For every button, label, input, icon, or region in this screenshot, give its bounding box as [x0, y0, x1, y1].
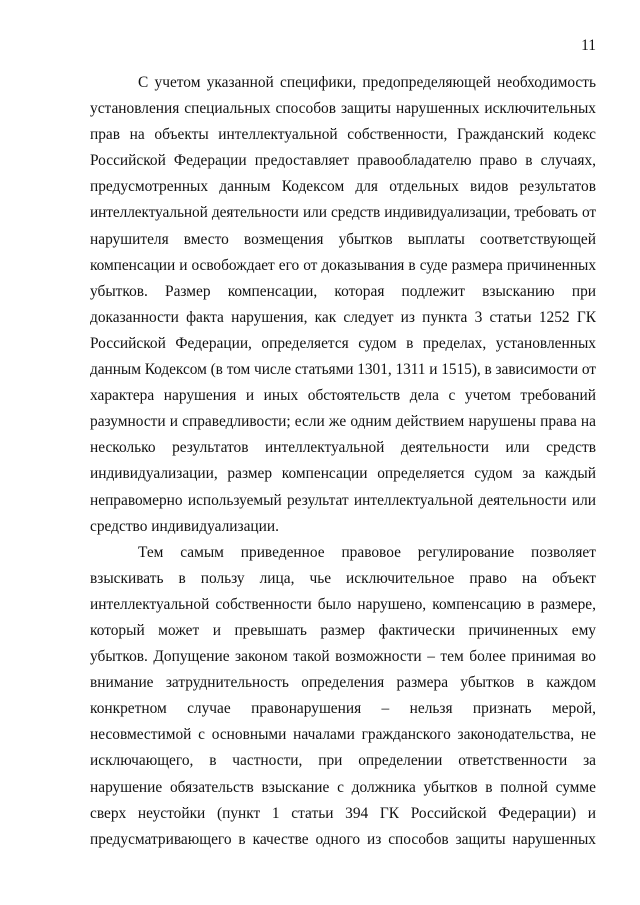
text-line: нарушение обязательств взыскание с должника убытков в полной сумме — [90, 778, 596, 796]
text-line: неправомерно используемый результат интеллектуальной деятельности или — [90, 491, 596, 509]
page-number: 11 — [581, 37, 596, 54]
text-line: прав на объекты интеллектуальной собственности, Гражданский кодекс — [90, 126, 596, 144]
text-line: конкретном случае правонарушения – нельзя признать мерой, — [90, 700, 596, 718]
text-line: предусматривающего в качестве одного из способов защиты нарушенных — [90, 830, 596, 848]
text-line: убытков. Размер компенсации, которая подлежит взысканию при — [90, 282, 596, 300]
paragraph-2 — [90, 540, 596, 853]
document-body — [90, 70, 596, 853]
text-line: интеллектуальной деятельности или средств индивидуализации, требовать от — [90, 204, 596, 222]
text-line: убытков. Допущение законом такой возможности – тем более принимая во — [90, 648, 596, 666]
text-line: установления специальных способов защиты нарушенных исключительных — [90, 100, 596, 118]
text-line: разумности и справедливости; если же одним действием нарушены права на — [90, 413, 596, 431]
text-line: несколько результатов интеллектуальной деятельности или средств — [90, 439, 596, 457]
text-line: сверх неустойки (пункт 1 статьи 394 ГК Российской Федерации) и — [90, 804, 596, 822]
text-line: С учетом указанной специфики, предопределяющей необходимость — [138, 74, 596, 91]
text-line: интеллектуальной собственности было нарушено, компенсацию в размере, — [90, 595, 596, 613]
text-line: несовместимой с основными началами гражданского законодательства, не — [90, 726, 596, 744]
text-line: компенсации и освобождает его от доказывания в суде размера причиненных — [90, 256, 596, 274]
text-line: средство индивидуализации. — [90, 517, 279, 535]
text-line: исключающего, в частности, при определении ответственности за — [90, 752, 596, 770]
text-line: внимание затруднительность определения размера убытков в каждом — [90, 674, 596, 692]
text-line: характера нарушения и иных обстоятельств дела с учетом требований — [90, 387, 596, 405]
paragraph-1 — [90, 70, 596, 540]
text-line: взыскивать в пользу лица, чье исключительное право на объект — [90, 569, 596, 587]
text-line: доказанности факта нарушения, как следует из пункта 3 статьи 1252 ГК — [90, 308, 596, 326]
text-line: нарушителя вместо возмещения убытков выплаты соответствующей — [90, 230, 596, 248]
text-line: Тем самым приведенное правовое регулирование позволяет — [138, 543, 596, 561]
text-line: Российской Федерации предоставляет правообладателю право в случаях, — [90, 152, 596, 170]
text-line: Российской Федерации, определяется судом в пределах, установленных — [90, 334, 596, 352]
text-line: который может и превышать размер фактически причиненных ему — [90, 621, 596, 639]
text-line: данным Кодексом (в том числе статьями 1301, 1311 и 1515), в зависимости от — [90, 361, 596, 379]
text-line: предусмотренных данным Кодексом для отдельных видов результатов — [90, 178, 596, 196]
text-line: индивидуализации, размер компенсации определяется судом за каждый — [90, 465, 596, 483]
